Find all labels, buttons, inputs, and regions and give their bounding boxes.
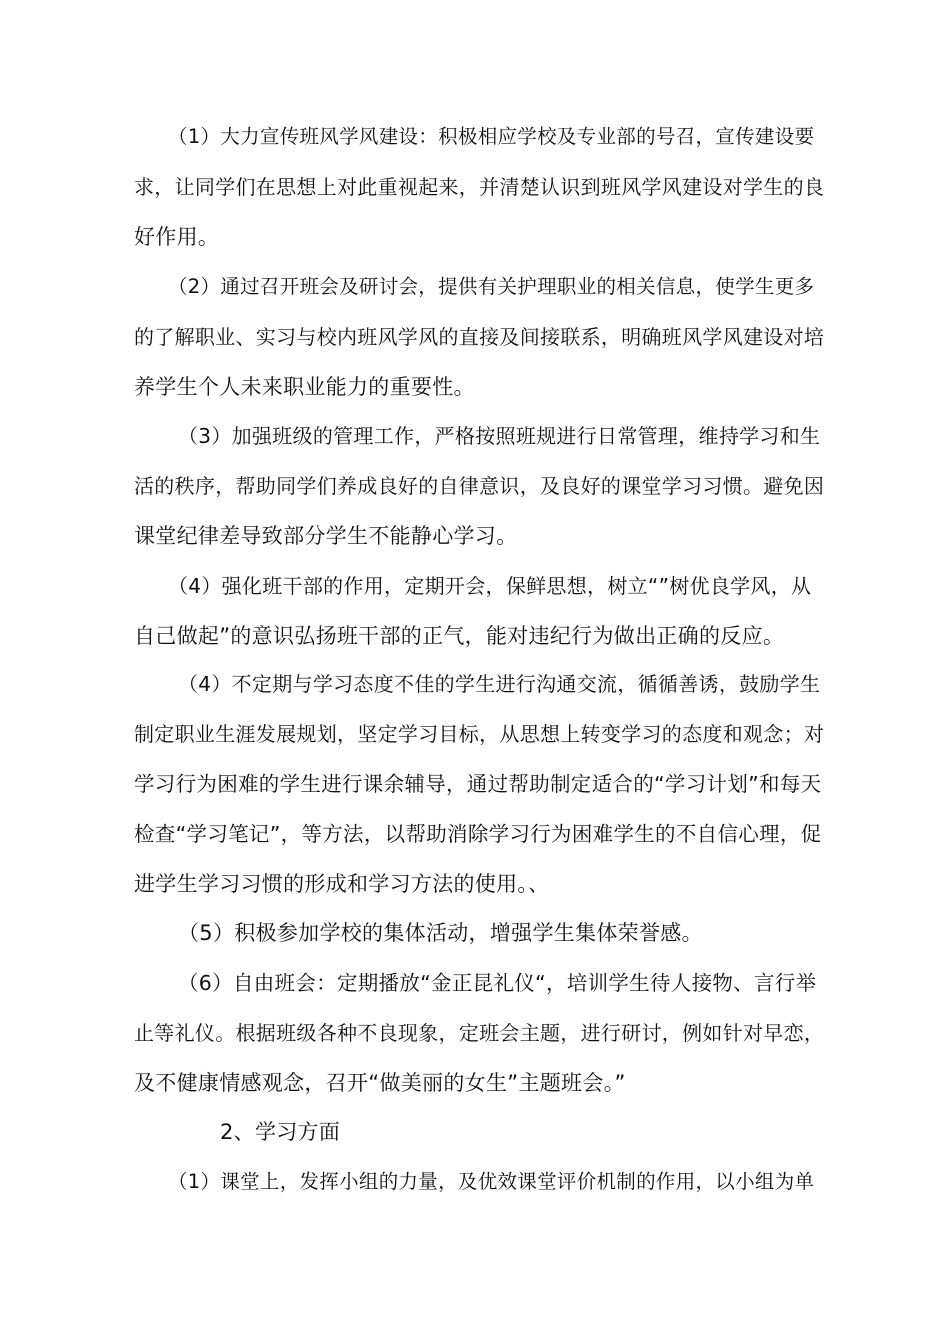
section-heading — [134, 1107, 824, 1157]
paragraph-4 — [134, 561, 824, 661]
paragraph-8 — [134, 1157, 824, 1207]
text-line: 求，让同学们在思想上对此重视起来，并清楚认识到班风学风建设对学生的良 — [134, 175, 825, 199]
text-line: 自己做起”的意识弘扬班干部的正气，能对违纪行为做出正确的反应。 — [134, 624, 785, 648]
text-line: 养学生个人未来职业能力的重要性。 — [134, 375, 475, 399]
text-line: 课堂纪律差导致部分学生不能静心学习。 — [134, 524, 518, 548]
paragraph-6 — [134, 908, 824, 958]
text-line: 检查“学习笔记”，等方法，以帮助消除学习行为困难学生的不自信心理，促 — [134, 822, 822, 846]
text-line: 及不健康情感观念，召开“做美丽的女生”主题班会。” — [134, 1071, 626, 1095]
paragraph-1 — [134, 112, 824, 262]
text-line: （3）加强班级的管理工作，严格按照班规进行日常管理，维持学习和生 — [178, 424, 821, 448]
text-line: 进学生学习习惯的形成和学习方法的使用。、 — [134, 872, 550, 896]
text-line: （4）不定期与学习态度不佳的学生进行沟通交流，循循善诱，鼓励学生 — [178, 672, 821, 696]
text-line: （2）通过召开班会及研讨会，提供有关护理职业的相关信息，使学生更多 — [168, 275, 815, 298]
text-line: （4）强化班干部的作用，定期开会，保鲜思想，树立“”树优良学风，从 — [168, 574, 812, 598]
text-line: （5）积极参加学校的集体活动，增强学生集体荣誉感。 — [178, 921, 703, 945]
paragraph-3 — [134, 411, 824, 561]
text-line: 学习行为困难的学生进行课余辅导，通过帮助制定适合的“学习计划”和每天 — [134, 772, 822, 796]
text-line: 好作用。 — [134, 225, 220, 249]
paragraph-5 — [134, 659, 824, 909]
text-line: 的了解职业、实习与校内班风学风的直接及间接联系，明确班风学风建设对培 — [134, 325, 825, 349]
text-line: （1）课堂上，发挥小组的力量，及优效课堂评价机制的作用，以小组为单 — [168, 1170, 815, 1193]
text-line: 制定职业生涯发展规划，坚定学习目标，从思想上转变学习的态度和观念；对 — [134, 722, 825, 746]
text-line: 活的秩序，帮助同学们养成良好的自律意识，及良好的课堂学习习惯。避免因 — [134, 474, 825, 498]
heading-text: 2、学习方面 — [220, 1120, 341, 1144]
paragraph-7 — [134, 958, 824, 1108]
text-line: （6）自由班会：定期播放“金正昆礼仪“，培训学生待人接物、言行举 — [178, 971, 817, 995]
paragraph-2 — [134, 262, 824, 412]
text-line: 止等礼仪。根据班级各种不良现象，定班会主题，进行研讨，例如针对早恋， — [134, 1021, 825, 1045]
text-line: （1）大力宣传班风学风建设：积极相应学校及专业部的号召，宣传建设要 — [168, 125, 815, 148]
